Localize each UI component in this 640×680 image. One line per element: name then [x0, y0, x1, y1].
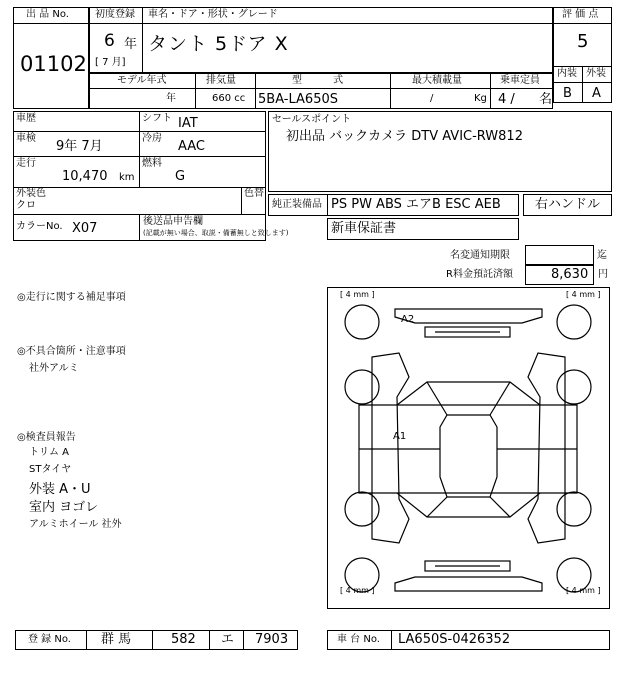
first-reg-label: 初度登録	[95, 9, 135, 20]
plate-label: 登 録 No.	[28, 634, 71, 645]
sales-point: 初出品 バックカメラ DTV AVIC-RW812	[286, 129, 523, 144]
rear-bumper	[395, 577, 542, 591]
inspector-item: 室内 ヨゴレ	[29, 500, 99, 515]
damage-mark-a2: A2	[401, 314, 415, 325]
driving-notes-title: ◎走行に関する補足事項	[17, 292, 126, 303]
model-year-label: モデル年式	[117, 75, 167, 86]
interior-grade: B	[563, 86, 572, 101]
car-name: タント 5ドア X	[148, 33, 289, 55]
fuel: G	[175, 169, 186, 184]
overall-grade: 5	[577, 31, 589, 52]
fuel-label: 燃料	[142, 158, 162, 169]
color-no-label: カラーNo.	[16, 221, 63, 232]
ext-color-label: 外装色	[16, 188, 46, 199]
max-load-label: 最大積載量	[412, 75, 462, 86]
shift-label: シフト	[142, 113, 172, 124]
color-no: X07	[72, 221, 98, 236]
ac-label: 冷房	[142, 133, 162, 144]
type-label: 型 式	[292, 75, 358, 86]
capacity-label: 乗車定員	[500, 75, 540, 86]
wheel-low-right	[557, 492, 591, 526]
wheel-mid-right	[557, 370, 591, 404]
plate-kana: エ	[221, 632, 235, 647]
damage-mark-a1: A1	[393, 431, 407, 442]
wheel-top-right	[557, 305, 591, 339]
inspection-label: 車検	[16, 133, 36, 144]
max-load-unit: Kg	[474, 93, 487, 104]
chassis-label: 車 台 No.	[337, 634, 380, 645]
car-name-label: 車名・ドア・形状・グレード	[148, 9, 278, 20]
wheel-top-left	[345, 305, 379, 339]
wheel-mid-left	[345, 370, 379, 404]
genuine-label: 純正装備品	[272, 199, 322, 210]
inspection: 9年 7月	[56, 139, 103, 154]
tire-tread-top-left: [ 4 mm ]	[340, 290, 375, 299]
ac: AAC	[178, 139, 205, 154]
roof	[440, 415, 497, 497]
model-year-unit: 年	[166, 93, 176, 104]
inspector-item: アルミホイール 社外	[29, 519, 122, 530]
car-diagram	[327, 287, 610, 609]
recycle-label: R料金預託済額	[446, 269, 513, 280]
later-report-label: 後送品申告欄	[143, 216, 203, 227]
plate-number: 7903	[255, 632, 289, 647]
displacement: 660 cc	[212, 93, 246, 104]
history-label: 車歴	[16, 113, 36, 124]
capacity-unit: 名	[539, 92, 553, 107]
tire-tread-bottom-left: [ 4 mm ]	[340, 586, 375, 595]
mileage: 10,470	[62, 169, 108, 184]
plate-region: 群 馬	[101, 632, 132, 647]
lot-label: 出 品 No.	[26, 9, 69, 20]
capacity: 4 /	[498, 92, 515, 107]
exterior-grade-label: 外装	[586, 68, 606, 79]
inspector-item: トリム A	[29, 447, 70, 458]
shift: IAT	[178, 116, 198, 131]
plate-class: 582	[171, 632, 196, 647]
color-change-label: 色替	[244, 188, 264, 199]
defects-title: ◎不具合箇所・注意事項	[17, 346, 126, 357]
wheel-low-left	[345, 492, 379, 526]
inspector-item: 外装 A・U	[29, 482, 91, 497]
steering: 右ハンドル	[535, 197, 601, 212]
type: 5BA-LA650S	[258, 92, 338, 107]
sales-point-label: セールスポイント	[272, 114, 352, 125]
name-change-label: 名変通知期限	[450, 250, 510, 261]
name-change-box	[525, 245, 594, 265]
name-change-suffix: 迄	[597, 250, 607, 261]
recycle-unit: 円	[598, 269, 608, 280]
displacement-label: 排気量	[206, 75, 236, 86]
lot-number: 01102	[20, 52, 87, 76]
ext-color: クロ	[16, 200, 36, 211]
tire-tread-top-right: [ 4 mm ]	[566, 290, 601, 299]
chassis-number: LA650S-0426352	[398, 632, 511, 647]
first-reg-year: 6	[104, 31, 115, 51]
recycle-amount: 8,630	[551, 267, 589, 282]
exterior-grade: A	[592, 86, 601, 101]
defect-item: 社外アルミ	[29, 363, 79, 374]
warranty: 新車保証書	[331, 221, 397, 236]
inspector-item: STタイヤ	[29, 464, 72, 475]
first-reg-month: [ 7 月]	[95, 57, 126, 68]
later-report-note: (記載が無い場合、取説・備蓄無しと致します)	[143, 229, 289, 237]
genuine-equipment: PS PW ABS エアB ESC AEB	[331, 197, 501, 212]
mileage-label: 走行	[16, 158, 36, 169]
max-load-slash: /	[430, 93, 434, 104]
first-reg-year-unit: 年	[124, 37, 138, 52]
interior-grade-label: 内装	[557, 68, 577, 79]
tire-tread-bottom-right: [ 4 mm ]	[566, 586, 601, 595]
grade-label: 評 価 点	[562, 9, 599, 20]
right-side	[528, 353, 565, 543]
mileage-unit: km	[119, 172, 135, 183]
inspector-title: ◎検査員報告	[17, 432, 76, 443]
front-bumper	[395, 309, 542, 323]
